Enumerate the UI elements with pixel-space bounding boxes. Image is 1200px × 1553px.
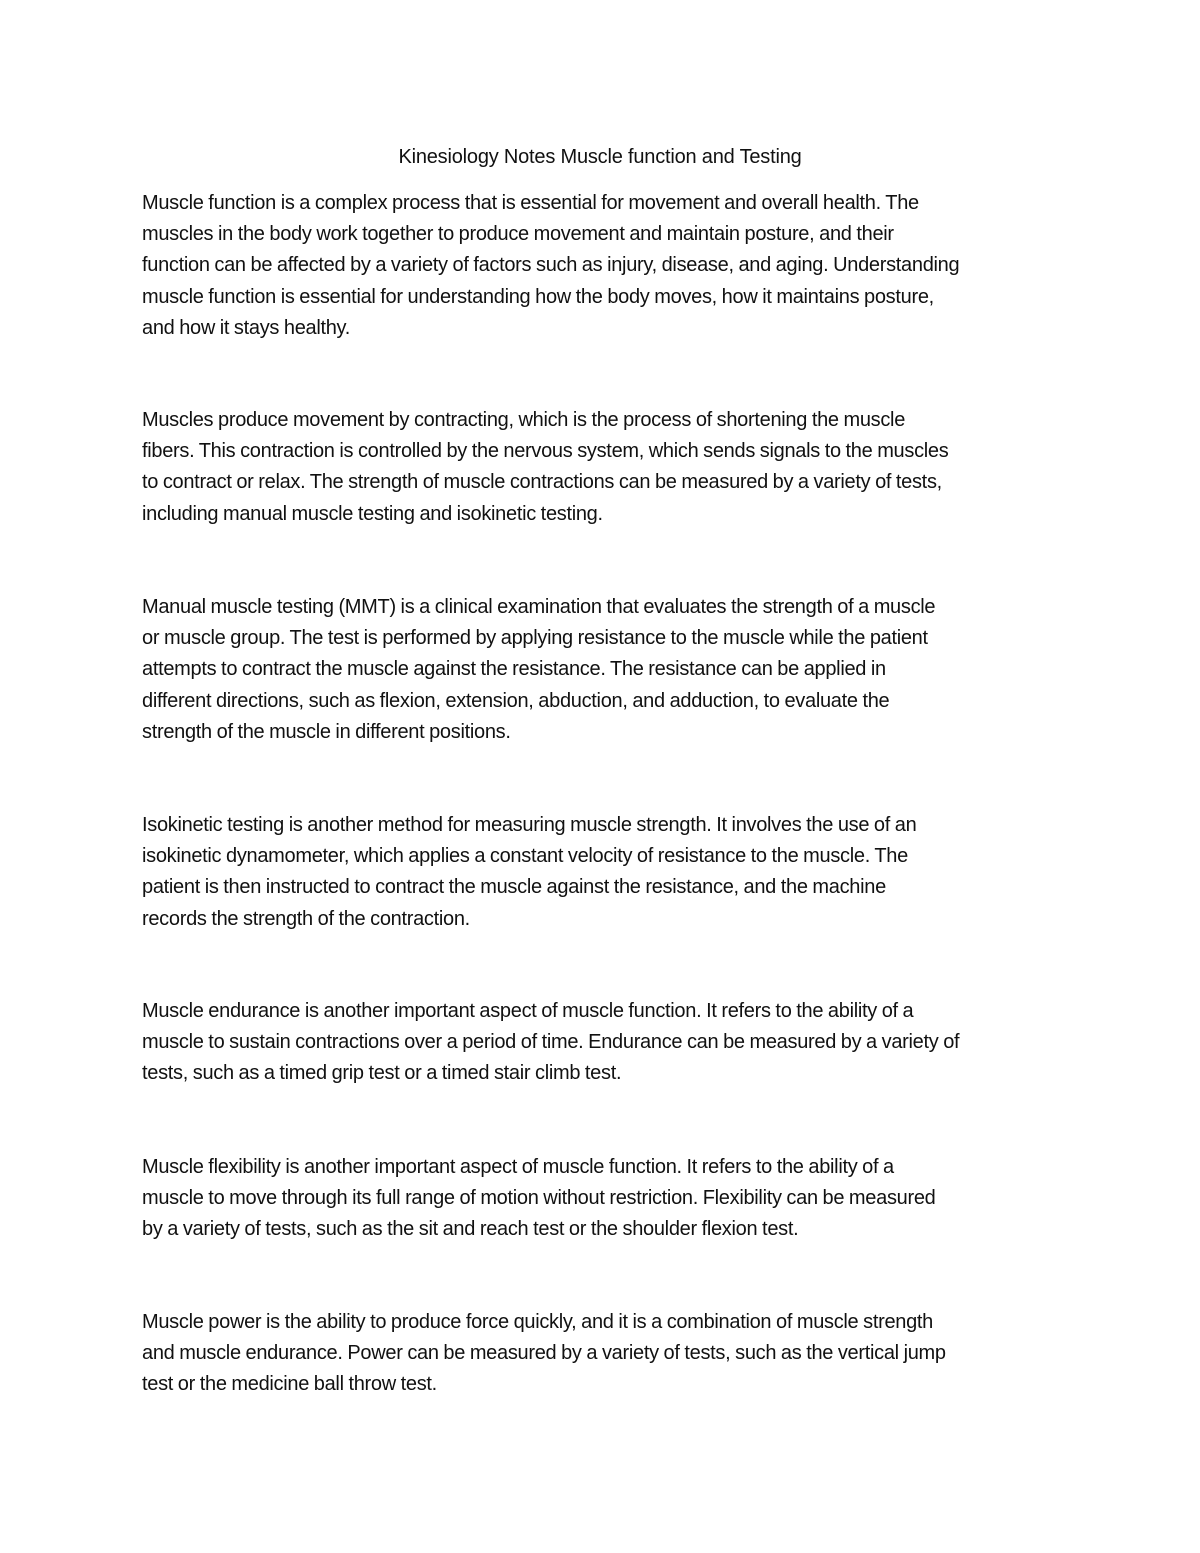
paragraph-muscle-flexibility: Muscle flexibility is another important aspect of muscle function. It refers to the ability of a muscle to move through its full range of motion without restriction. Flexibility can be measured by a variety of tests, such as the sit and reach test or the shoulder flexion test.: [142, 1156, 936, 1241]
paragraph-muscle-power: Muscle power is the ability to produce force quickly, and it is a combination of muscle strength and muscle endurance. Power can be measured by a variety of tests, such as the vertical jump test or the medicine ball throw test.: [142, 1311, 946, 1396]
document-title: Kinesiology Notes Muscle function and Testing: [398, 146, 802, 168]
paragraph-muscle-endurance: Muscle endurance is another important aspect of muscle function. It refers to the ability of a muscle to sustain contractions over a period of time. Endurance can be measured by a variety of tests, such as a timed grip test or a timed stair climb test.: [142, 1000, 960, 1085]
paragraph-muscle-function: Muscle function is a complex process that is essential for movement and overall health. The muscles in the body work together to produce movement and maintain posture, and their function can be affected by a variety of factors such as injury, disease, and aging. Understanding muscle function is essential for understanding how the body moves, how it maintains posture, and how it stays healthy.: [142, 192, 960, 339]
paragraph-muscle-contraction: Muscles produce movement by contracting, which is the process of shortening the muscle fibers. This contraction is controlled by the nervous system, which sends signals to the muscles to contract or relax. The strength of muscle contractions can be measured by a variety of tests, including manual muscle testing and isokinetic testing.: [142, 409, 949, 525]
paragraph-isokinetic-testing: Isokinetic testing is another method for measuring muscle strength. It involves the use of an isokinetic dynamometer, which applies a constant velocity of resistance to the muscle. The patient is then instructed to contract the muscle against the resistance, and the machine records the strength of the contraction.: [142, 814, 917, 930]
paragraph-manual-muscle-testing: Manual muscle testing (MMT) is a clinical examination that evaluates the strength of a muscle or muscle group. The test is performed by applying resistance to the muscle while the patient attempts to contract the muscle against the resistance. The resistance can be applied in different directions, such as flexion, extension, abduction, and adduction, to evaluate the strength of the muscle in different positions.: [142, 596, 936, 743]
